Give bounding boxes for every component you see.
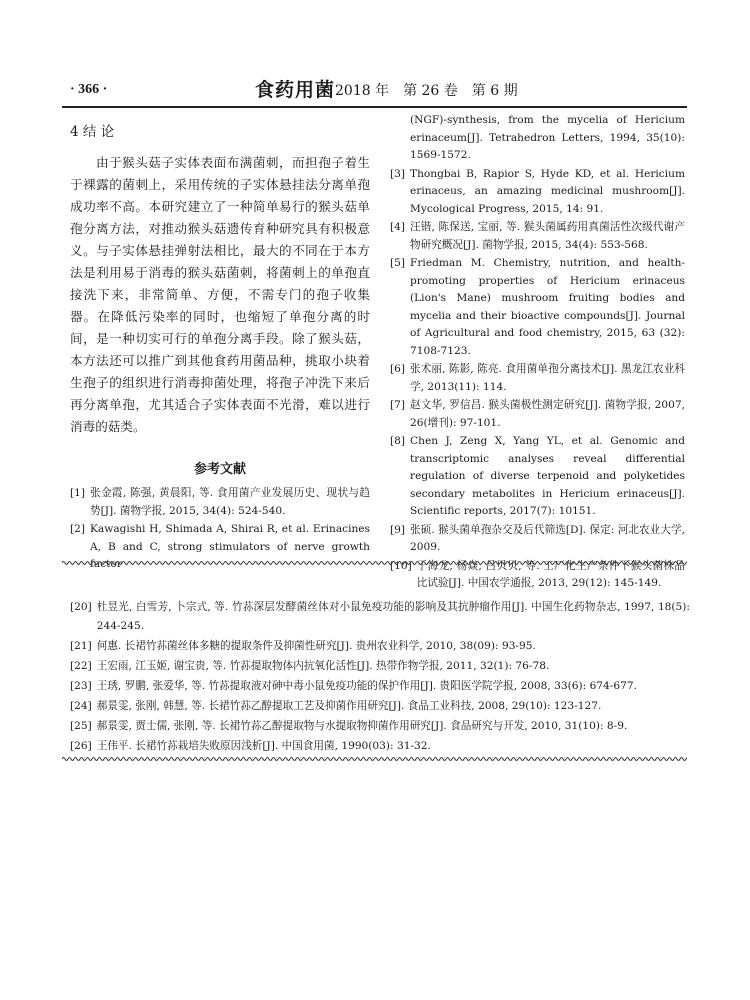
wavy-separator-top — [62, 560, 687, 566]
reference-text: 王宏雨, 江玉姬, 谢宝贵, 等. 竹荪提取物体内抗氧化活性[J]. 热带作物学报, 2011, 32(1): 76-78. — [96, 660, 550, 672]
header-rule — [62, 106, 687, 108]
reference-number: [23] — [70, 680, 92, 692]
section-heading: 4 结 论 — [70, 124, 115, 140]
reference-item — [70, 737, 690, 756]
conclusion-paragraph: 由于猴头菇子实体表面布满菌刺，而担孢子着生于裸露的菌刺上，采用传统的子实体悬挂法分离单孢成功率不高。本研究建立了一种简单易行的猴头菇单孢分离方法，对推动猴头菇遗传育种研究具有积极意义。与子实体悬挂弹射法相比，最大的不同在于本方法是利用易于消毒的猴头菇菌刺，将菌刺上的单孢直接洗下来，非常简单、方便，不需专门的孢子收集器。在降低污染率的同时，也缩短了单孢分离的时间，是一种切实可行的单孢分离手段。除了猴头菇，本方法还可以推广到其他食药用菌品种，挑取小块着生孢子的组织进行消毒抑菌处理，将孢子冲洗下来后再分离单孢，尤其适合子实体表面不光滑，难以进行消毒的菇类。 — [70, 155, 370, 434]
left-column — [70, 120, 370, 575]
reference-number: [25] — [70, 720, 92, 732]
reference-text: 王琇, 罗鹏, 张爱华, 等. 竹荪提取液对砷中毒小鼠免疫功能的保护作用[J]. 贵阳医学院学报, 2008, 33(6): 674-677. — [96, 680, 637, 692]
reference-item — [390, 361, 685, 396]
reference-item — [390, 219, 685, 254]
reference-number: [10] — [390, 559, 412, 572]
reference-number: [1] — [70, 487, 86, 499]
reference-number: [6] — [390, 363, 406, 375]
issue-info: 2018 年 第 26 卷 第 6 期 — [335, 83, 518, 99]
reference-number: [3] — [390, 167, 406, 180]
reference-item — [70, 677, 690, 696]
reference-item — [70, 598, 690, 636]
reference-continuation: (NGF)-synthesis, from the mycelia of Hericium erinaceum[J]. Tetrahedron Letters, 1994, 35(10): 1569-1572. — [410, 114, 685, 161]
right-column — [390, 112, 685, 594]
reference-number: [20] — [70, 601, 92, 613]
reference-item — [70, 485, 370, 520]
reference-item — [390, 397, 685, 432]
reference-text: Friedman M. Chemistry, nutrition, and health-promoting properties of Hericium erinaceus (Lion's Mane) mushroom fruiting bodies and mycelia and their bioactive compounds[J]. Journal of Agricultural and food chemistry, 2015, 63 (32): 7108-7123. — [410, 257, 685, 357]
reference-number: [7] — [390, 399, 406, 411]
wavy-separator-bottom — [62, 756, 687, 762]
reference-text: Chen J, Zeng X, Yang YL, et al. Genomic and transcriptomic analyses reveal differential regulation of diverse terpenoid and polyketides secondary metabolites in Hericium erinaceus[J]. Scientific reports, 2017(7): 10151. — [410, 435, 685, 517]
journal-name: 食药用菌 — [255, 79, 336, 101]
references-title: 参考文献 — [193, 462, 246, 477]
reference-text: 郝景雯, 张刚, 韩慧, 等. 长裙竹荪乙醇提取工艺及抑菌作用研究[J]. 食品工业科技, 2008, 29(10): 123-127. — [96, 700, 602, 712]
reference-item — [70, 637, 690, 656]
reference-item — [390, 255, 685, 360]
reference-item — [70, 697, 690, 716]
reference-item — [70, 657, 690, 676]
references-right — [390, 166, 685, 593]
reference-text: 汪锴, 陈保送, 宝丽, 等. 猴头菌属药用真菌活性次级代谢产物研究概况[J]. 菌物学报, 2015, 34(4): 553-568. — [410, 221, 685, 251]
reference-text: 赵文华, 罗信昌. 猴头菌极性测定研究[J]. 菌物学报, 2007, 26(增刊): 97-101. — [410, 399, 685, 429]
reference-number: [22] — [70, 660, 92, 672]
reference-number: [9] — [390, 523, 406, 536]
reference-text: 于海龙, 杨焱, 吕贝贝, 等. 工厂化生产条件下猴头菌株品比试验[J]. 中国农学通报, 2013, 29(12): 145-149. — [416, 559, 685, 589]
reference-number: [21] — [70, 640, 92, 652]
reference-text: 王伟平. 长裙竹荪栽培失败原因浅析[J]. 中国食用菌, 1990(03): 31-32. — [96, 740, 431, 752]
reference-item — [390, 522, 685, 557]
reference-text: 张术丽, 陈影, 陈亮. 食用菌单孢分离技术[J]. 黑龙江农业科学, 2013(11): 114. — [410, 363, 685, 393]
reference-number: [8] — [390, 435, 406, 447]
page-number: · 366 · — [70, 82, 108, 97]
reference-item — [70, 717, 690, 736]
reference-text: Kawagishi H, Shimada A, Shirai R, et al. Erinacines A, B and C, strong stimulators of nerve growth factor — [90, 523, 370, 570]
bottom-references — [70, 598, 690, 757]
reference-item — [390, 433, 685, 521]
reference-text: 何惠. 长裙竹荪菌丝体多糖的提取条件及抑菌性研究[J]. 贵州农业科学, 2010, 38(09): 93-95. — [96, 640, 536, 652]
reference-item — [390, 166, 685, 219]
reference-number: [5] — [390, 257, 406, 269]
reference-number: [26] — [70, 740, 92, 752]
reference-text: 郝景雯, 贾士儒, 张刚, 等. 长裙竹荪乙醇提取物与水提取物抑菌作用研究[J]. 食品研究与开发, 2010, 31(10): 8-9. — [96, 720, 628, 732]
reference-text: 张硕. 猴头菌单孢杂交及后代筛选[D]. 保定: 河北农业大学, 2009. — [410, 523, 685, 553]
reference-number: [24] — [70, 700, 92, 712]
reference-number: [2] — [70, 523, 86, 535]
reference-number: [4] — [390, 221, 406, 233]
reference-text: 杜昱光, 白雪芳, 卜宗式, 等. 竹荪深层发酵菌丝体对小鼠免疫功能的影响及其抗肿瘤作用[J]. 中国生化药物杂志, 1997, 18(5): 244-245. — [96, 601, 690, 632]
reference-text: 张金霞, 陈强, 黄晨阳, 等. 食用菌产业发展历史、现状与趋势[J]. 菌物学报, 2015, 34(4): 524-540. — [90, 487, 370, 517]
reference-text: Thongbai B, Rapior S, Hyde KD, et al. Hericium erinaceus, an amazing medicinal mushroom[J]. Mycological Progress, 2015, 14: 91. — [410, 167, 685, 215]
